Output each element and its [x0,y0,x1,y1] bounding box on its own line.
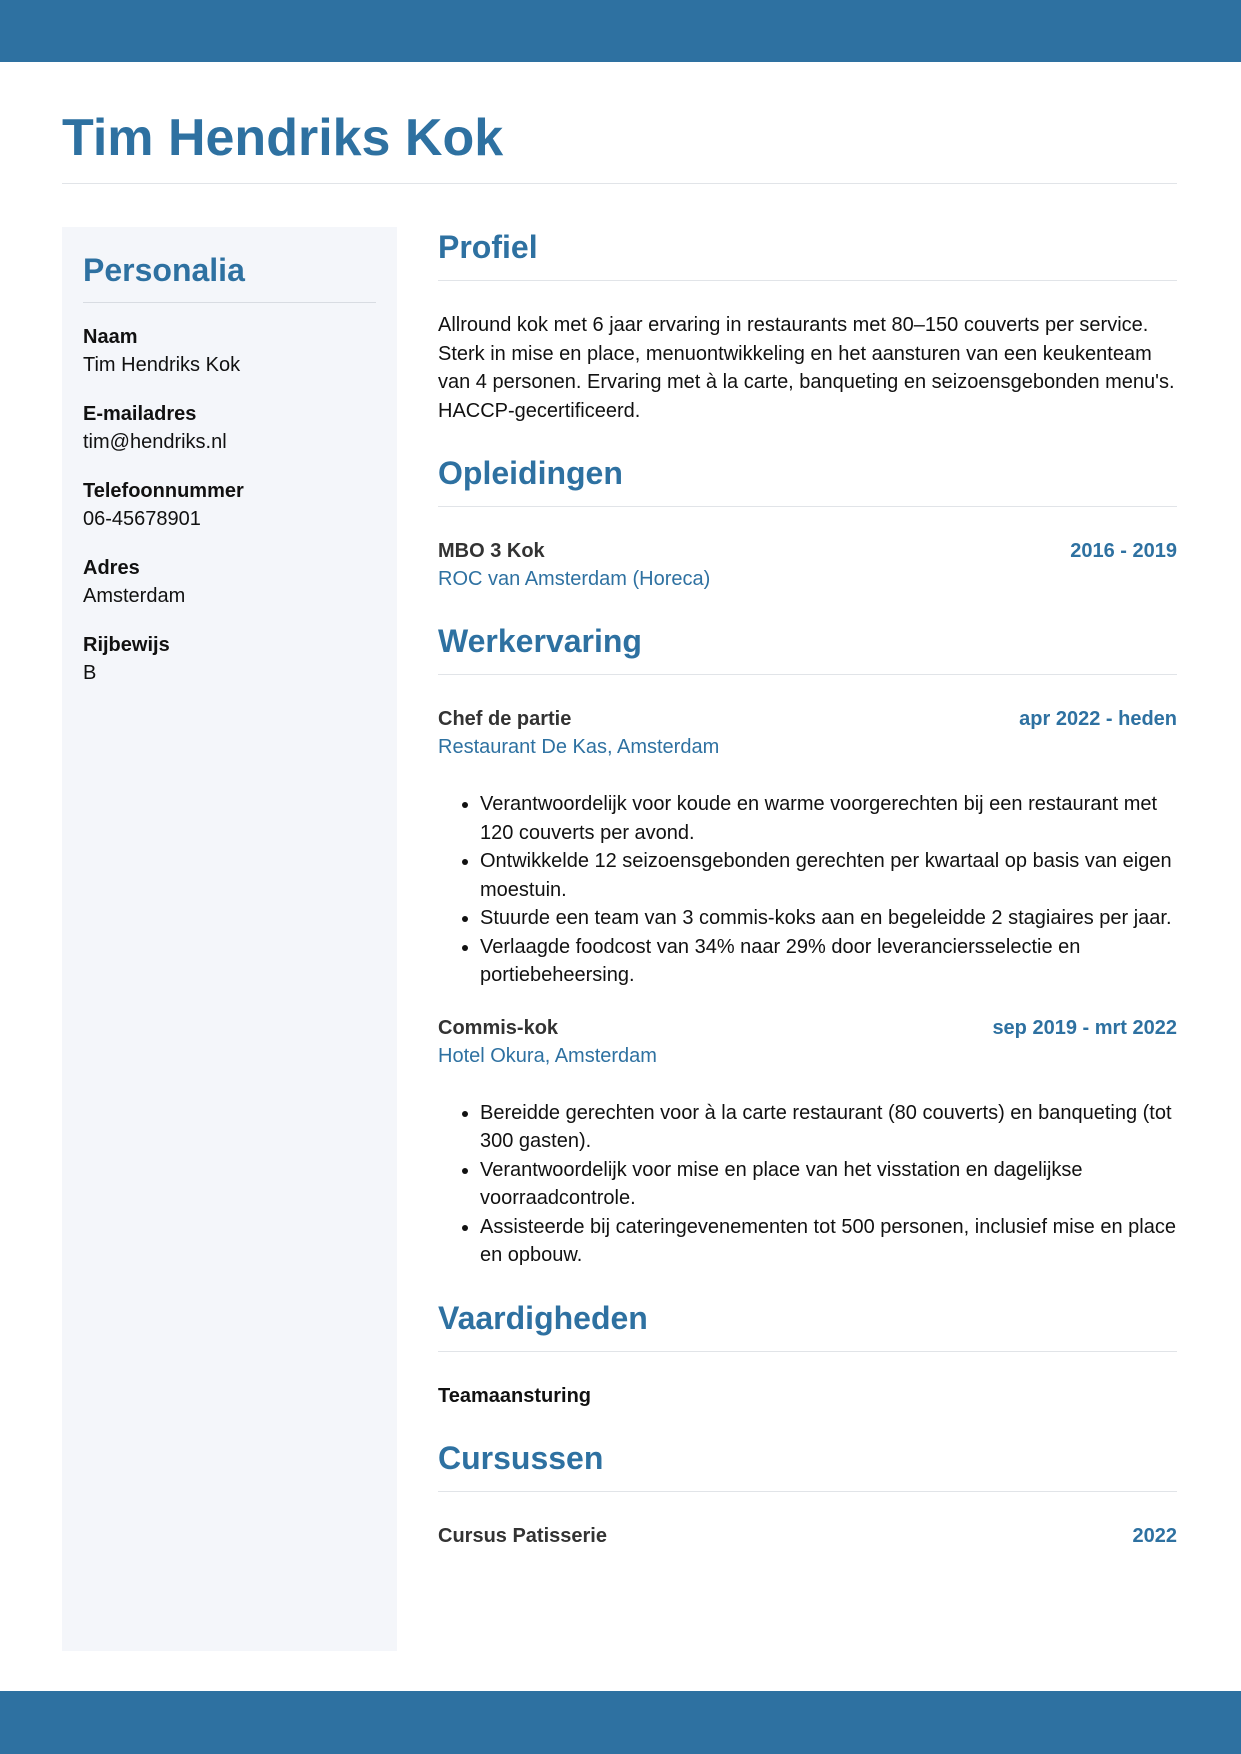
section-divider [438,1491,1177,1492]
field-phone [83,477,376,533]
entry-bullets [438,1099,1177,1270]
field-name [83,323,376,379]
profile-text: Allround kok met 6 jaar ervaring in restaurants met 80–150 couverts per service. Sterk in mise en place, menuontwikkeling en het aansturen van een keukenteam van 4 personen. Ervaring met à la carte, banqueting en seizoensgebonden menu's. HACCP-gecertificeerd. [438,314,1175,422]
bullet-item: • Bereidde gerechten voor à la carte restaurant (80 couverts) en banqueting (tot 300 gasten). [480,1099,1177,1156]
sidebar-divider [83,302,376,303]
field-label: Telefoonnummer [83,480,244,502]
profile-section [438,225,1177,425]
entry-date: apr 2022 - heden [1019,708,1177,730]
entry-organization: Restaurant De Kas, Amsterdam [438,736,720,758]
main-content [438,225,1177,1576]
bullet-item: • Verlaagde foodcost van 34% naar 29% door leveranciersselectie en portiebeheersing. [480,933,1177,990]
footer-band [0,1691,1241,1754]
field-value: B [83,662,97,684]
skill-item: Teamaansturing [438,1384,591,1407]
entry-organization: Hotel Okura, Amsterdam [438,1044,657,1067]
entry-bullets [438,790,1177,990]
entry-date: sep 2019 - mrt 2022 [992,1016,1177,1039]
field-value: 06-45678901 [83,508,201,530]
field-label: Rijbewijs [83,634,170,656]
entry-header [438,1014,1177,1042]
entry-date: 2022 [1132,1524,1177,1547]
experience-entry [438,1014,1177,1270]
entry-title: Commis-kok [438,1016,559,1039]
personal-details-sidebar [62,227,397,1651]
name-divider [62,183,1177,184]
entry-header [438,705,1177,733]
experience-entry [438,705,1177,990]
header-band [0,0,1241,62]
section-divider [438,280,1177,281]
bullet-item: • Ontwikkelde 12 seizoensgebonden gerechten per kwartaal op basis van eigen moestuin. [480,847,1177,904]
field-address [83,554,376,610]
bullet-item: • Stuurde een team van 3 commis-koks aan en begeleidde 2 stagiaires per jaar. [480,904,1177,933]
bullet-item: • Verantwoordelijk voor koude en warme voorgerechten bij een restaurant met 120 couverts per avond. [480,790,1177,847]
section-title: Vaardigheden [438,1299,648,1336]
skills-section [438,1296,1177,1410]
section-divider [438,506,1177,507]
candidate-name: Tim Hendriks Kok [62,109,504,167]
field-value: Tim Hendriks Kok [83,354,241,376]
section-title: Profiel [438,229,538,265]
course-entry [438,1522,1177,1550]
section-title: Werkervaring [438,623,642,659]
education-entry [438,537,1177,593]
entry-organization: ROC van Amsterdam (Horeca) [438,568,711,590]
field-email [83,400,376,456]
section-title: Opleidingen [438,455,623,491]
sidebar-title: Personalia [83,252,245,288]
section-divider [438,1351,1177,1352]
bullet-item: • Assisteerde bij cateringevenementen tot 500 personen, inclusief mise en place en opbouw. [480,1213,1177,1270]
entry-date: 2016 - 2019 [1070,540,1177,562]
section-title: Cursussen [438,1439,604,1476]
education-section [438,451,1177,593]
bullet-item: • Verantwoordelijk voor mise en place van het visstation en dagelijkse voorraadcontrole. [480,1156,1177,1213]
section-divider [438,674,1177,675]
entry-header [438,537,1177,565]
entry-title: Cursus Patisserie [438,1524,607,1547]
field-label: E-mailadres [83,403,197,425]
field-label: Naam [83,326,138,348]
field-value: Amsterdam [83,585,186,607]
courses-section [438,1436,1177,1550]
entry-title: MBO 3 Kok [438,540,545,562]
field-value: tim@hendriks.nl [83,431,227,453]
entry-title: Chef de partie [438,708,572,730]
field-license [83,631,376,687]
experience-section [438,619,1177,1270]
field-label: Adres [83,557,140,579]
